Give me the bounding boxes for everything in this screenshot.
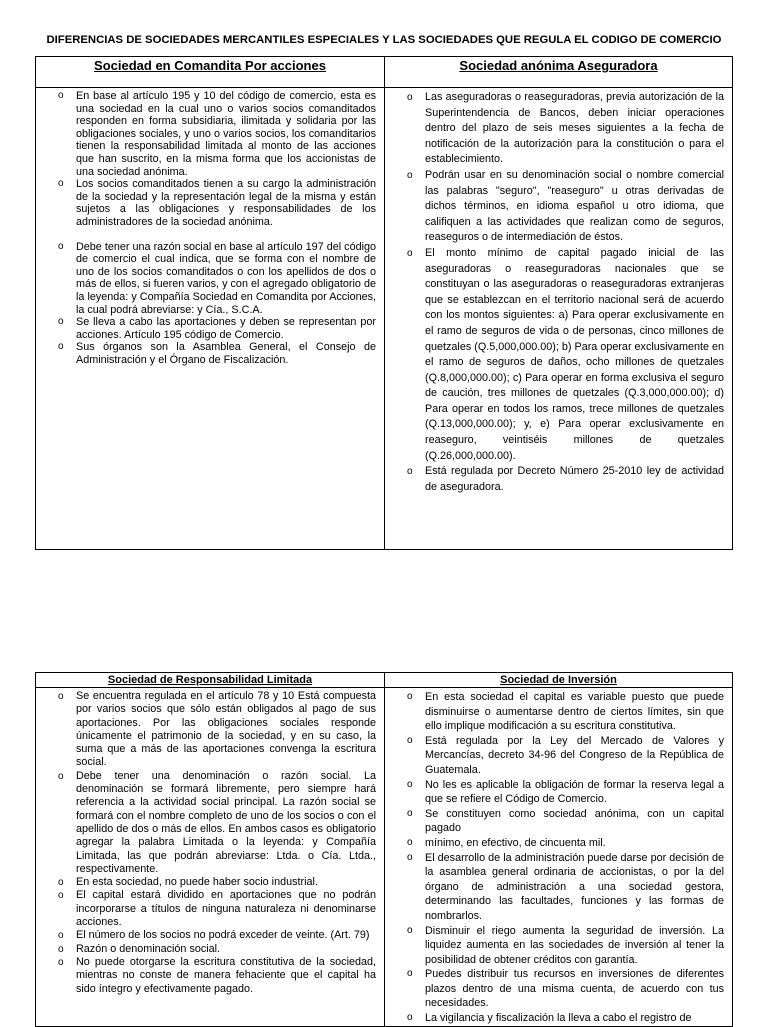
- list-item-text: Razón o denominación social.: [76, 942, 221, 955]
- header-comandita-por-acciones: Sociedad en Comandita Por acciones: [36, 57, 385, 88]
- list-item-text: En base al artículo 195 y 10 del código de comercio, esta es una sociedad en la cual uno o varios socios comanditados responden en forma subsidiaria, ilimitada y solidaria por las obligaciones sociales, y uno o varios socios, los comanditarios tienen la responsabilidad limitada al monto de las acciones que han suscrito, en la misma forma que los accionistas de una sociedad anónima.: [76, 90, 376, 178]
- header-responsabilidad-limitada: Sociedad de Responsabilidad Limitada: [36, 673, 385, 688]
- list-item-text: Se encuentra regulada en el artículo 78 y 10 Está compuesta por varios socios que sólo están obligados al pago de sus aportaciones. Por las obligaciones sociales responde únicamente el patrimonio de la sociedad, y en su caso, la suma que a más de las aportaciones convenga la escritura social.: [76, 690, 376, 769]
- list-item: [58, 240, 376, 317]
- list-item-text: En esta sociedad el capital es variable puesto que puede disminuirse o aumentarse dentro de ciertos límites, sin que ello implique modificación a su escritura constitutiva.: [425, 691, 724, 733]
- list-item-text: No les es aplicable la obligación de formar la reserva legal a que se refiere el Código de Comercio.: [425, 778, 724, 806]
- list-item: [407, 690, 724, 734]
- bullet-icon: o: [58, 956, 64, 968]
- bullet-icon: o: [58, 930, 64, 942]
- list-item: [407, 778, 724, 807]
- spacer: [76, 229, 376, 241]
- list-item-text: Puedes distribuir tus recursos en inversiones de diferentes plazos dentro de una misma cuenta, de acuerdo con tus necesidades.: [425, 968, 724, 1010]
- column-responsabilidad-limitada: [36, 688, 385, 1027]
- list-item: [407, 734, 724, 778]
- list-item: [58, 178, 376, 228]
- list-sociedad-inversion: [385, 688, 732, 1026]
- list-item-text: mínimo, en efectivo, de cincuenta mil.: [425, 836, 606, 849]
- bullet-icon: o: [407, 734, 413, 746]
- list-item: [58, 316, 376, 341]
- bullet-icon: o: [58, 90, 64, 101]
- bullet-icon: o: [407, 851, 413, 863]
- list-aseguradora: [385, 88, 732, 495]
- bullet-icon: o: [58, 877, 64, 889]
- list-item: [58, 90, 376, 178]
- bullet-icon: o: [407, 92, 413, 103]
- column-comandita-por-acciones: [36, 88, 385, 550]
- bullet-icon: o: [407, 778, 413, 790]
- comparison-table-1: [35, 56, 733, 550]
- list-item: [58, 955, 376, 996]
- list-item: [407, 807, 724, 836]
- list-item: [407, 967, 724, 1011]
- list-item-text: Las aseguradoras o reaseguradoras, previa autorización de la Superintendencia de Bancos, deben iniciar operaciones dentro del plazo de seis meses siguientes a la fecha de notificación de la autorización para la constitución o para el establecimiento.: [425, 91, 724, 166]
- list-item: [407, 836, 724, 851]
- list-item: [58, 876, 376, 889]
- list-comandita: [36, 88, 384, 366]
- header-sociedad-inversion: Sociedad de Inversión: [385, 673, 733, 688]
- column-anonima-aseguradora: [385, 88, 733, 550]
- bullet-icon: o: [407, 1012, 413, 1024]
- bullet-icon: o: [407, 466, 413, 478]
- list-item-text: Está regulada por la Ley del Mercado de Valores y Mercancías, decreto 34-96 del Congreso de la República de Guatemala.: [425, 734, 724, 776]
- column-sociedad-inversion: [385, 688, 733, 1027]
- bullet-icon: o: [58, 178, 64, 190]
- bullet-icon: o: [407, 807, 413, 819]
- comparison-table-2: [35, 672, 733, 1027]
- list-item-text: Disminuir el riego aumenta la seguridad de inversión. La liquidez aumenta en las sociedades de inversión al tener la posibilidad de obtener créditos con garantía.: [425, 924, 724, 966]
- list-item-text: Debe tener una razón social en base al artículo 197 del código de comercio el cual indica, que se forma con el nombre de uno de los socios comanditados o con los apellidos de dos o más de ellos, si fueren varios, y con el agregado obligatorio de la leyenda: y Compañía Sociedad en Comandita por Acciones, la cual podrá abreviarse: y Cía., S.C.A.: [76, 240, 376, 316]
- list-item-text: Podrán usar en su denominación social o nombre comercial las palabras "seguro", "reaseguro" u otras derivadas de dichos términos, en idioma español u otro idioma, que califiquen a las actividades que realizan como de seguros, reaseguros o de intermediación de éstos.: [425, 168, 724, 244]
- bullet-icon: o: [407, 169, 413, 181]
- list-item-text: El capital estará dividido en aportaciones que no podrán incorporarse a títulos de ninguna naturaleza ni denominarse acciones.: [76, 889, 376, 929]
- list-item-text: En esta sociedad, no puede haber socio industrial.: [76, 876, 318, 889]
- list-item-text: Debe tener una denominación o razón social. La denominación se formará libremente, pero siempre hará referencia a la actividad social principal. La razón social se formará con el nombre completo de uno de los socios o con el apellido de dos o más de ellos. En ambos casos es obligatorio agregar la palabra Limitada o la leyenda: y Compañía Limitada, las que podrán abreviarse: Ltda. o Cía. Ltda., respectivamente.: [76, 769, 376, 875]
- list-item-text: El desarrollo de la administración puede darse por decisión de la asamblea general ordinaria de accionistas, o por la del órgano de administración a una sociedad gestora, determinando las facultades, funciones y las formas de nombrarlos.: [425, 851, 724, 922]
- list-item: [58, 769, 376, 876]
- list-item-text: Se lleva a cabo las aportaciones y deben se representan por acciones. Artículo 195 código de Comercio.: [76, 316, 376, 341]
- list-item: [407, 246, 724, 464]
- bullet-icon: o: [58, 691, 64, 702]
- list-item-text: No puede otorgarse la escritura constitutiva de la sociedad, mientras no conste de manera fehaciente que el capital ha sido íntegro y efectivamente pagado.: [76, 955, 376, 995]
- list-item-text: Sus órganos son la Asamblea General, el Consejo de Administración y el Órgano de Fiscalización.: [76, 341, 376, 366]
- document-title: DIFERENCIAS DE SOCIEDADES MERCANTILES ESPECIALES Y LAS SOCIEDADES QUE REGULA EL CODIGO DE COMERCIO: [46, 34, 722, 46]
- list-item: [407, 924, 724, 968]
- bullet-icon: o: [407, 924, 413, 936]
- bullet-icon: o: [407, 691, 413, 702]
- list-item: [58, 341, 376, 366]
- list-item: [407, 168, 724, 246]
- bullet-icon: o: [58, 890, 64, 902]
- list-responsabilidad-limitada: [36, 688, 384, 996]
- list-item: [58, 929, 376, 942]
- bullet-icon: o: [58, 341, 64, 353]
- bullet-icon: o: [58, 316, 64, 328]
- bullet-icon: o: [58, 240, 64, 252]
- list-item-text: Está regulada por Decreto Número 25-2010 ley de actividad de aseguradora.: [425, 465, 724, 493]
- list-item: [58, 889, 376, 929]
- bullet-icon: o: [407, 968, 413, 980]
- list-item-text: Los socios comanditados tienen a su cargo la administración de la sociedad y la representación legal de la misma y están sujetos a las obligaciones y responsabilidades de los administradores de la sociedad anónima.: [76, 178, 376, 228]
- list-item: [407, 1011, 724, 1026]
- list-item-text: El monto mínimo de capital pagado inicial de las aseguradoras o reaseguradoras nacionales que se constituyan o las aseguradoras o reaseguradoras extranjeras que se establezcan en el territorio nacional será de acuerdo con los montos siguientes: a) Para operar exclusivamente en el ramo de seguros de vida o de personas, cinco millones de quetzales (Q.5,000,000.00); b) Para operar exclusivamente en el ramo de seguros de daños, ocho millones de quetzales (Q.8,000,000.00); c) Para operar en forma exclusiva el seguro de caución, tres millones de quetzales (Q.3,000,000.00); d) Para operar en todos los ramos, trece millones de quetzales (Q.13,000,000.00); y, e) Para operar exclusivamente en reaseguro, veintiséis millones de quetzales (Q.26,000,000.00).: [425, 246, 724, 462]
- bullet-icon: o: [58, 770, 64, 782]
- list-item-text: La vigilancia y fiscalización la lleva a cabo el registro de: [425, 1012, 692, 1025]
- list-item: [407, 464, 724, 495]
- bullet-icon: o: [407, 836, 413, 848]
- list-item: [407, 90, 724, 168]
- list-item-text: El número de los socios no podrá exceder de veinte. (Art. 79): [76, 929, 370, 942]
- list-item: [58, 942, 376, 956]
- list-item-text: Se constituyen como sociedad anónima, con un capital pagado: [425, 807, 724, 835]
- list-item: [58, 690, 376, 770]
- bullet-icon: o: [58, 943, 64, 955]
- bullet-icon: o: [407, 247, 413, 259]
- list-item: [407, 851, 724, 924]
- header-anonima-aseguradora: Sociedad anónima Aseguradora: [385, 57, 733, 88]
